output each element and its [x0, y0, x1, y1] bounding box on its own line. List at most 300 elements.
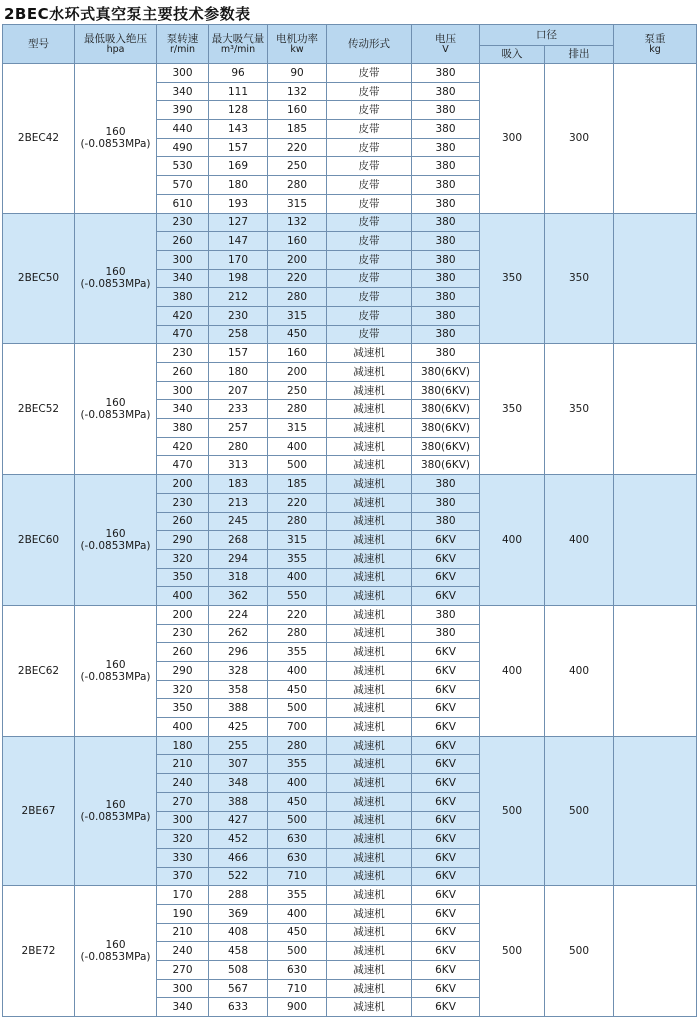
speed-cell: 400 — [157, 587, 209, 606]
voltage-cell: 380 — [412, 306, 480, 325]
pressure-value: 160 — [105, 527, 126, 540]
table-row — [3, 605, 697, 624]
max-flow-cell: 633 — [209, 998, 268, 1017]
inlet-cell: 500 — [480, 736, 545, 886]
voltage-cell: 6KV — [412, 886, 480, 905]
pressure-value: 160 — [105, 397, 126, 410]
drive-cell: 减速机 — [327, 662, 412, 681]
speed-cell: 320 — [157, 830, 209, 849]
max-flow-cell: 313 — [209, 456, 268, 475]
voltage-cell: 380 — [412, 325, 480, 344]
power-cell: 400 — [268, 662, 327, 681]
max-flow-cell: 257 — [209, 419, 268, 438]
voltage-cell: 6KV — [412, 961, 480, 980]
drive-cell: 减速机 — [327, 475, 412, 494]
speed-cell: 490 — [157, 138, 209, 157]
max-flow-cell: 262 — [209, 624, 268, 643]
drive-cell: 减速机 — [327, 419, 412, 438]
speed-cell: 300 — [157, 381, 209, 400]
drive-cell: 皮带 — [327, 82, 412, 101]
drive-cell: 减速机 — [327, 755, 412, 774]
power-cell: 450 — [268, 792, 327, 811]
max-flow-cell: 213 — [209, 493, 268, 512]
drive-cell: 皮带 — [327, 120, 412, 139]
speed-cell: 420 — [157, 437, 209, 456]
voltage-cell: 6KV — [412, 774, 480, 793]
voltage-cell: 380 — [412, 194, 480, 213]
speed-cell: 210 — [157, 923, 209, 942]
power-cell: 200 — [268, 250, 327, 269]
max-flow-cell: 369 — [209, 904, 268, 923]
max-flow-cell: 427 — [209, 811, 268, 830]
inlet-cell: 400 — [480, 605, 545, 736]
power-cell: 450 — [268, 680, 327, 699]
voltage-cell: 6KV — [412, 718, 480, 737]
max-flow-cell: 258 — [209, 325, 268, 344]
speed-cell: 170 — [157, 886, 209, 905]
drive-cell: 皮带 — [327, 157, 412, 176]
speed-cell: 200 — [157, 605, 209, 624]
drive-cell: 减速机 — [327, 643, 412, 662]
drive-cell: 减速机 — [327, 587, 412, 606]
power-cell: 90 — [268, 64, 327, 83]
min-pressure-cell — [75, 475, 157, 606]
power-cell: 220 — [268, 605, 327, 624]
speed-cell: 190 — [157, 904, 209, 923]
speed-cell: 610 — [157, 194, 209, 213]
max-flow-cell: 180 — [209, 363, 268, 382]
drive-cell: 皮带 — [327, 269, 412, 288]
max-flow-cell: 318 — [209, 568, 268, 587]
power-cell: 315 — [268, 194, 327, 213]
table-row — [3, 64, 697, 83]
voltage-cell: 380 — [412, 288, 480, 307]
speed-cell: 230 — [157, 493, 209, 512]
speed-cell: 260 — [157, 512, 209, 531]
drive-cell: 减速机 — [327, 549, 412, 568]
model-group-2be72 — [3, 886, 697, 1017]
speed-cell: 260 — [157, 363, 209, 382]
speed-cell: 300 — [157, 979, 209, 998]
voltage-cell: 6KV — [412, 811, 480, 830]
speed-cell: 440 — [157, 120, 209, 139]
max-flow-cell: 408 — [209, 923, 268, 942]
power-cell: 400 — [268, 568, 327, 587]
voltage-cell: 380 — [412, 344, 480, 363]
power-cell: 315 — [268, 419, 327, 438]
max-flow-cell: 425 — [209, 718, 268, 737]
max-flow-cell: 567 — [209, 979, 268, 998]
outlet-cell: 350 — [545, 213, 614, 344]
outlet-cell: 350 — [545, 344, 614, 475]
voltage-cell: 380 — [412, 475, 480, 494]
power-cell: 250 — [268, 157, 327, 176]
max-flow-cell: 96 — [209, 64, 268, 83]
max-flow-cell: 255 — [209, 736, 268, 755]
max-flow-cell: 224 — [209, 605, 268, 624]
voltage-cell: 380 — [412, 120, 480, 139]
voltage-cell: 6KV — [412, 848, 480, 867]
model-group-2bec62 — [3, 605, 697, 736]
outlet-cell: 500 — [545, 736, 614, 886]
inlet-cell: 500 — [480, 886, 545, 1017]
max-flow-cell: 180 — [209, 176, 268, 195]
power-cell: 450 — [268, 923, 327, 942]
power-cell: 280 — [268, 512, 327, 531]
max-flow-cell: 111 — [209, 82, 268, 101]
voltage-cell: 6KV — [412, 568, 480, 587]
weight-cell — [614, 886, 697, 1017]
voltage-cell: 6KV — [412, 830, 480, 849]
speed-cell: 420 — [157, 306, 209, 325]
voltage-cell: 380 — [412, 250, 480, 269]
power-cell: 132 — [268, 213, 327, 232]
max-flow-cell: 212 — [209, 288, 268, 307]
voltage-cell: 6KV — [412, 662, 480, 681]
speed-cell: 340 — [157, 269, 209, 288]
drive-cell: 减速机 — [327, 456, 412, 475]
voltage-cell: 380 — [412, 493, 480, 512]
model-cell: 2BEC42 — [3, 64, 75, 214]
pressure-value: 160 — [105, 658, 126, 671]
drive-cell: 减速机 — [327, 811, 412, 830]
speed-cell: 570 — [157, 176, 209, 195]
power-cell: 160 — [268, 344, 327, 363]
max-flow-cell: 207 — [209, 381, 268, 400]
voltage-cell: 6KV — [412, 755, 480, 774]
voltage-cell: 6KV — [412, 792, 480, 811]
drive-cell: 减速机 — [327, 699, 412, 718]
table-row — [3, 344, 697, 363]
max-flow-cell: 466 — [209, 848, 268, 867]
drive-cell: 皮带 — [327, 176, 412, 195]
max-flow-cell: 170 — [209, 250, 268, 269]
drive-cell: 皮带 — [327, 325, 412, 344]
drive-cell: 减速机 — [327, 886, 412, 905]
max-flow-cell: 508 — [209, 961, 268, 980]
drive-cell: 减速机 — [327, 718, 412, 737]
min-pressure-cell — [75, 886, 157, 1017]
voltage-cell: 6KV — [412, 680, 480, 699]
max-flow-cell: 245 — [209, 512, 268, 531]
drive-cell: 皮带 — [327, 232, 412, 251]
outlet-cell: 300 — [545, 64, 614, 214]
drive-cell: 皮带 — [327, 213, 412, 232]
header-power: 电机功率 kw — [268, 25, 327, 64]
voltage-cell: 380(6KV) — [412, 419, 480, 438]
inlet-cell: 400 — [480, 475, 545, 606]
speed-cell: 470 — [157, 456, 209, 475]
power-cell: 355 — [268, 755, 327, 774]
power-cell: 630 — [268, 830, 327, 849]
max-flow-cell: 127 — [209, 213, 268, 232]
speed-cell: 200 — [157, 475, 209, 494]
power-cell: 355 — [268, 549, 327, 568]
drive-cell: 皮带 — [327, 250, 412, 269]
max-flow-cell: 230 — [209, 306, 268, 325]
pressure-value: 160 — [105, 798, 126, 811]
voltage-cell: 6KV — [412, 998, 480, 1017]
speed-cell: 230 — [157, 344, 209, 363]
speed-cell: 240 — [157, 774, 209, 793]
model-group-2bec50 — [3, 213, 697, 344]
power-cell: 400 — [268, 774, 327, 793]
model-group-2bec60 — [3, 475, 697, 606]
pressure-value: 160 — [105, 126, 126, 139]
power-cell: 185 — [268, 120, 327, 139]
pressure-value: 160 — [105, 939, 126, 952]
model-cell: 2BEC62 — [3, 605, 75, 736]
voltage-cell: 380 — [412, 269, 480, 288]
power-cell: 500 — [268, 811, 327, 830]
min-pressure-cell — [75, 344, 157, 475]
speed-cell: 380 — [157, 288, 209, 307]
power-cell: 450 — [268, 325, 327, 344]
power-cell: 250 — [268, 381, 327, 400]
speed-cell: 230 — [157, 213, 209, 232]
voltage-cell: 6KV — [412, 736, 480, 755]
voltage-cell: 6KV — [412, 979, 480, 998]
max-flow-cell: 452 — [209, 830, 268, 849]
speed-cell: 300 — [157, 250, 209, 269]
power-cell: 220 — [268, 493, 327, 512]
drive-cell: 皮带 — [327, 306, 412, 325]
power-cell: 400 — [268, 904, 327, 923]
min-pressure-cell — [75, 64, 157, 214]
pressure-mpa: (-0.0853MPa) — [80, 138, 151, 151]
speed-cell: 290 — [157, 662, 209, 681]
drive-cell: 减速机 — [327, 942, 412, 961]
drive-cell: 减速机 — [327, 531, 412, 550]
power-cell: 315 — [268, 306, 327, 325]
table-row — [3, 736, 697, 755]
outlet-cell: 500 — [545, 886, 614, 1017]
min-pressure-cell — [75, 605, 157, 736]
power-cell: 550 — [268, 587, 327, 606]
drive-cell: 减速机 — [327, 867, 412, 886]
pressure-mpa: (-0.0853MPa) — [80, 278, 151, 291]
max-flow-cell: 288 — [209, 886, 268, 905]
max-flow-cell: 294 — [209, 549, 268, 568]
drive-cell: 减速机 — [327, 904, 412, 923]
header-drive: 传动形式 — [327, 25, 412, 64]
voltage-cell: 380 — [412, 64, 480, 83]
model-group-2bec52 — [3, 344, 697, 475]
header-caliber: 口径 — [480, 25, 614, 46]
speed-cell: 230 — [157, 624, 209, 643]
max-flow-cell: 143 — [209, 120, 268, 139]
max-flow-cell: 198 — [209, 269, 268, 288]
weight-cell — [614, 475, 697, 606]
drive-cell: 减速机 — [327, 381, 412, 400]
max-flow-cell: 307 — [209, 755, 268, 774]
power-cell: 280 — [268, 288, 327, 307]
min-pressure-cell — [75, 736, 157, 886]
max-flow-cell: 522 — [209, 867, 268, 886]
speed-cell: 340 — [157, 998, 209, 1017]
max-flow-cell: 296 — [209, 643, 268, 662]
drive-cell: 减速机 — [327, 363, 412, 382]
header-speed: 泵转速 r/min — [157, 25, 209, 64]
speed-cell: 180 — [157, 736, 209, 755]
speed-cell: 340 — [157, 82, 209, 101]
voltage-cell: 380 — [412, 232, 480, 251]
speed-cell: 400 — [157, 718, 209, 737]
drive-cell: 减速机 — [327, 605, 412, 624]
drive-cell: 皮带 — [327, 288, 412, 307]
model-cell: 2BE72 — [3, 886, 75, 1017]
model-cell: 2BE67 — [3, 736, 75, 886]
speed-cell: 270 — [157, 792, 209, 811]
model-cell: 2BEC50 — [3, 213, 75, 344]
speed-cell: 380 — [157, 419, 209, 438]
header-max-flow: 最大吸气量 m³/min — [209, 25, 268, 64]
power-cell: 630 — [268, 961, 327, 980]
power-cell: 220 — [268, 138, 327, 157]
voltage-cell: 6KV — [412, 904, 480, 923]
drive-cell: 减速机 — [327, 344, 412, 363]
drive-cell: 减速机 — [327, 680, 412, 699]
drive-cell: 减速机 — [327, 998, 412, 1017]
inlet-cell: 350 — [480, 344, 545, 475]
weight-cell — [614, 736, 697, 886]
voltage-cell: 380(6KV) — [412, 437, 480, 456]
outlet-cell: 400 — [545, 475, 614, 606]
max-flow-cell: 388 — [209, 792, 268, 811]
weight-cell — [614, 344, 697, 475]
header-weight: 泵重 kg — [614, 25, 697, 64]
power-cell: 710 — [268, 867, 327, 886]
power-cell: 315 — [268, 531, 327, 550]
power-cell: 200 — [268, 363, 327, 382]
drive-cell: 减速机 — [327, 792, 412, 811]
speed-cell: 270 — [157, 961, 209, 980]
speed-cell: 240 — [157, 942, 209, 961]
power-cell: 355 — [268, 886, 327, 905]
header-min-pressure: 最低吸入绝压 hpa — [75, 25, 157, 64]
voltage-cell: 6KV — [412, 549, 480, 568]
speed-cell: 530 — [157, 157, 209, 176]
drive-cell: 减速机 — [327, 512, 412, 531]
inlet-cell: 300 — [480, 64, 545, 214]
drive-cell: 减速机 — [327, 923, 412, 942]
model-cell: 2BEC52 — [3, 344, 75, 475]
drive-cell: 减速机 — [327, 848, 412, 867]
max-flow-cell: 193 — [209, 194, 268, 213]
power-cell: 500 — [268, 699, 327, 718]
min-pressure-cell — [75, 213, 157, 344]
outlet-cell: 400 — [545, 605, 614, 736]
voltage-cell: 380 — [412, 138, 480, 157]
model-cell: 2BEC60 — [3, 475, 75, 606]
power-cell: 630 — [268, 848, 327, 867]
spec-table — [2, 24, 697, 1017]
voltage-cell: 380(6KV) — [412, 400, 480, 419]
drive-cell: 减速机 — [327, 437, 412, 456]
max-flow-cell: 280 — [209, 437, 268, 456]
speed-cell: 320 — [157, 680, 209, 699]
voltage-cell: 380 — [412, 176, 480, 195]
power-cell: 400 — [268, 437, 327, 456]
voltage-cell: 380 — [412, 82, 480, 101]
drive-cell: 皮带 — [327, 101, 412, 120]
speed-cell: 300 — [157, 64, 209, 83]
max-flow-cell: 183 — [209, 475, 268, 494]
voltage-cell: 380 — [412, 624, 480, 643]
model-group-2bec42 — [3, 64, 697, 214]
weight-cell — [614, 213, 697, 344]
drive-cell: 减速机 — [327, 493, 412, 512]
max-flow-cell: 147 — [209, 232, 268, 251]
speed-cell: 330 — [157, 848, 209, 867]
power-cell: 185 — [268, 475, 327, 494]
max-flow-cell: 458 — [209, 942, 268, 961]
pressure-mpa: (-0.0853MPa) — [80, 540, 151, 553]
max-flow-cell: 128 — [209, 101, 268, 120]
max-flow-cell: 348 — [209, 774, 268, 793]
header-outlet: 排出 — [545, 46, 614, 64]
voltage-cell: 380 — [412, 512, 480, 531]
speed-cell: 290 — [157, 531, 209, 550]
power-cell: 132 — [268, 82, 327, 101]
voltage-cell: 380 — [412, 101, 480, 120]
power-cell: 160 — [268, 101, 327, 120]
speed-cell: 350 — [157, 568, 209, 587]
voltage-cell: 380(6KV) — [412, 363, 480, 382]
voltage-cell: 6KV — [412, 531, 480, 550]
max-flow-cell: 157 — [209, 344, 268, 363]
page-title: 2BEC水环式真空泵主要技术参数表 — [4, 5, 251, 23]
speed-cell: 340 — [157, 400, 209, 419]
speed-cell: 210 — [157, 755, 209, 774]
drive-cell: 减速机 — [327, 400, 412, 419]
pressure-mpa: (-0.0853MPa) — [80, 670, 151, 683]
drive-cell: 减速机 — [327, 774, 412, 793]
weight-cell — [614, 64, 697, 214]
voltage-cell: 6KV — [412, 643, 480, 662]
table-row — [3, 475, 697, 494]
power-cell: 700 — [268, 718, 327, 737]
max-flow-cell: 268 — [209, 531, 268, 550]
speed-cell: 470 — [157, 325, 209, 344]
drive-cell: 减速机 — [327, 961, 412, 980]
voltage-cell: 380(6KV) — [412, 456, 480, 475]
speed-cell: 350 — [157, 699, 209, 718]
speed-cell: 370 — [157, 867, 209, 886]
table-row — [3, 213, 697, 232]
inlet-cell: 350 — [480, 213, 545, 344]
max-flow-cell: 157 — [209, 138, 268, 157]
max-flow-cell: 388 — [209, 699, 268, 718]
header-model: 型号 — [3, 25, 75, 64]
voltage-cell: 380 — [412, 157, 480, 176]
drive-cell: 皮带 — [327, 64, 412, 83]
voltage-cell: 6KV — [412, 699, 480, 718]
power-cell: 280 — [268, 736, 327, 755]
power-cell: 280 — [268, 624, 327, 643]
voltage-cell: 380 — [412, 213, 480, 232]
drive-cell: 减速机 — [327, 624, 412, 643]
speed-cell: 300 — [157, 811, 209, 830]
max-flow-cell: 328 — [209, 662, 268, 681]
pressure-mpa: (-0.0853MPa) — [80, 409, 151, 422]
pressure-value: 160 — [105, 266, 126, 279]
voltage-cell: 6KV — [412, 867, 480, 886]
power-cell: 500 — [268, 456, 327, 475]
speed-cell: 390 — [157, 101, 209, 120]
max-flow-cell: 169 — [209, 157, 268, 176]
speed-cell: 320 — [157, 549, 209, 568]
